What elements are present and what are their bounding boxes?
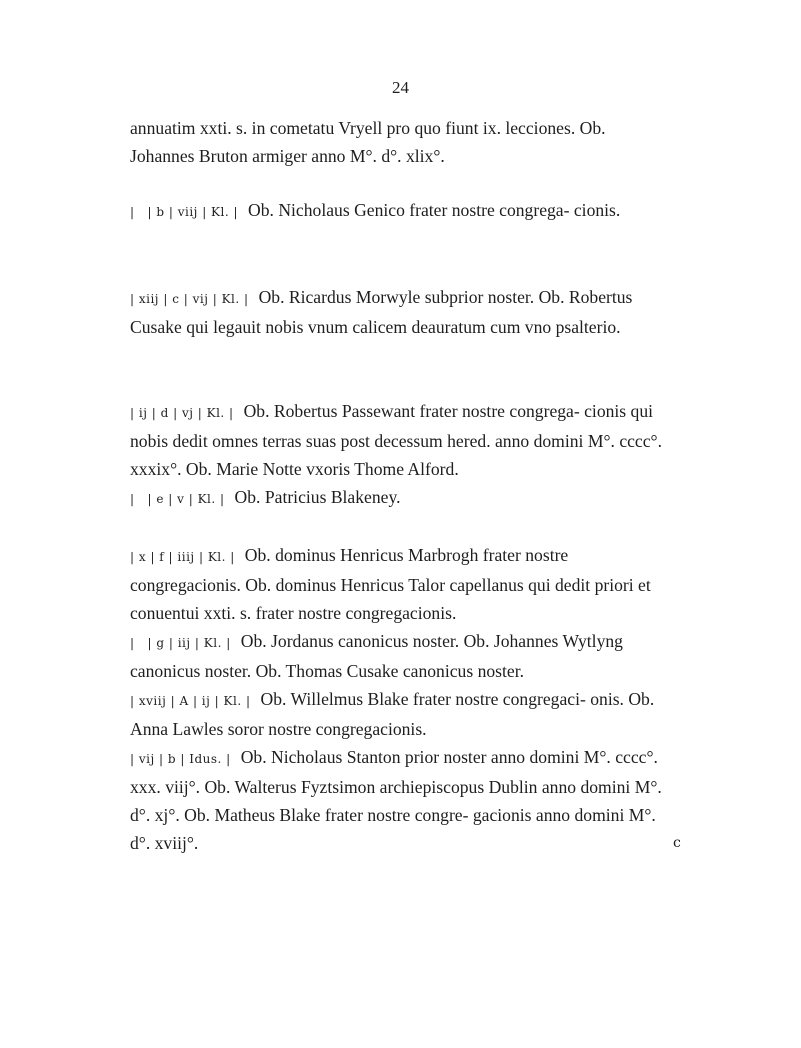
calendar-marks: | xviij | A | ij | Kl. | — [130, 694, 251, 708]
entry-text: Ob. dominus Henricus Marbrogh frater nostre congregacionis. Ob. dominus Henricus Talor capellanus qui dedit priori et conuentui xxti. s. frater nostre congregacionis. — [130, 545, 651, 623]
entry-text: Ob. Nicholaus Stanton prior noster anno domini M°. cccc°. xxx. viij°. Ob. Walterus Fyztsimon archiepiscopus Dublin anno domini M°. d°. xj°. Ob. Matheus Blake frater nostre congre- gacionis anno domini M°. d°. xviij°. — [130, 747, 662, 853]
calendar-marks: | | b | viij | Kl. | — [130, 205, 239, 219]
obit-entry — [130, 397, 670, 483]
obit-entry — [130, 196, 670, 226]
obit-entry — [130, 483, 670, 513]
entry-text: Ob. Nicholaus Genico frater nostre congrega- cionis. — [248, 200, 621, 220]
opening-paragraph: annuatim xxti. s. in cometatu Vryell pro quo fiunt ix. lecciones. Ob. Johannes Bruton armiger anno M°. d°. xlix°. — [130, 118, 606, 166]
entry-text: Ob. Robertus Passewant frater nostre congrega- cionis qui nobis dedit omnes terras suas post decessum hered. anno domini M°. cccc°. xxxix°. Ob. Marie Notte vxoris Thome Alford. — [130, 401, 662, 479]
calendar-marks: | | e | v | Kl. | — [130, 492, 225, 506]
entry-text: Ob. Willelmus Blake frater nostre congregaci- onis. Ob. Anna Lawles soror nostre congregacionis. — [130, 689, 655, 739]
page-number: 24 — [392, 78, 409, 97]
obit-entry — [130, 743, 670, 857]
calendar-marks: | ij | d | vj | Kl. | — [130, 406, 234, 420]
calendar-marks: | | g | iij | Kl. | — [130, 636, 231, 650]
entry-text: Ob. Jordanus canonicus noster. Ob. Johannes Wytlyng canonicus noster. Ob. Thomas Cusake canonicus noster. — [130, 631, 623, 681]
obit-entry — [130, 685, 670, 743]
calendar-marks: | x | f | iiij | Kl. | — [130, 550, 235, 564]
obit-entry — [130, 283, 670, 341]
obit-entry — [130, 541, 670, 627]
entry-text: Ob. Patricius Blakeney. — [234, 487, 401, 507]
catchword: c — [673, 835, 681, 851]
calendar-marks: | vij | b | Idus. | — [130, 752, 231, 766]
calendar-marks: | xiij | c | vij | Kl. | — [130, 292, 249, 306]
obit-entry — [130, 627, 670, 685]
entry-text: Ob. Ricardus Morwyle subprior noster. Ob. Robertus Cusake qui legauit nobis vnum calicem deauratum cum vno psalterio. — [130, 287, 633, 337]
